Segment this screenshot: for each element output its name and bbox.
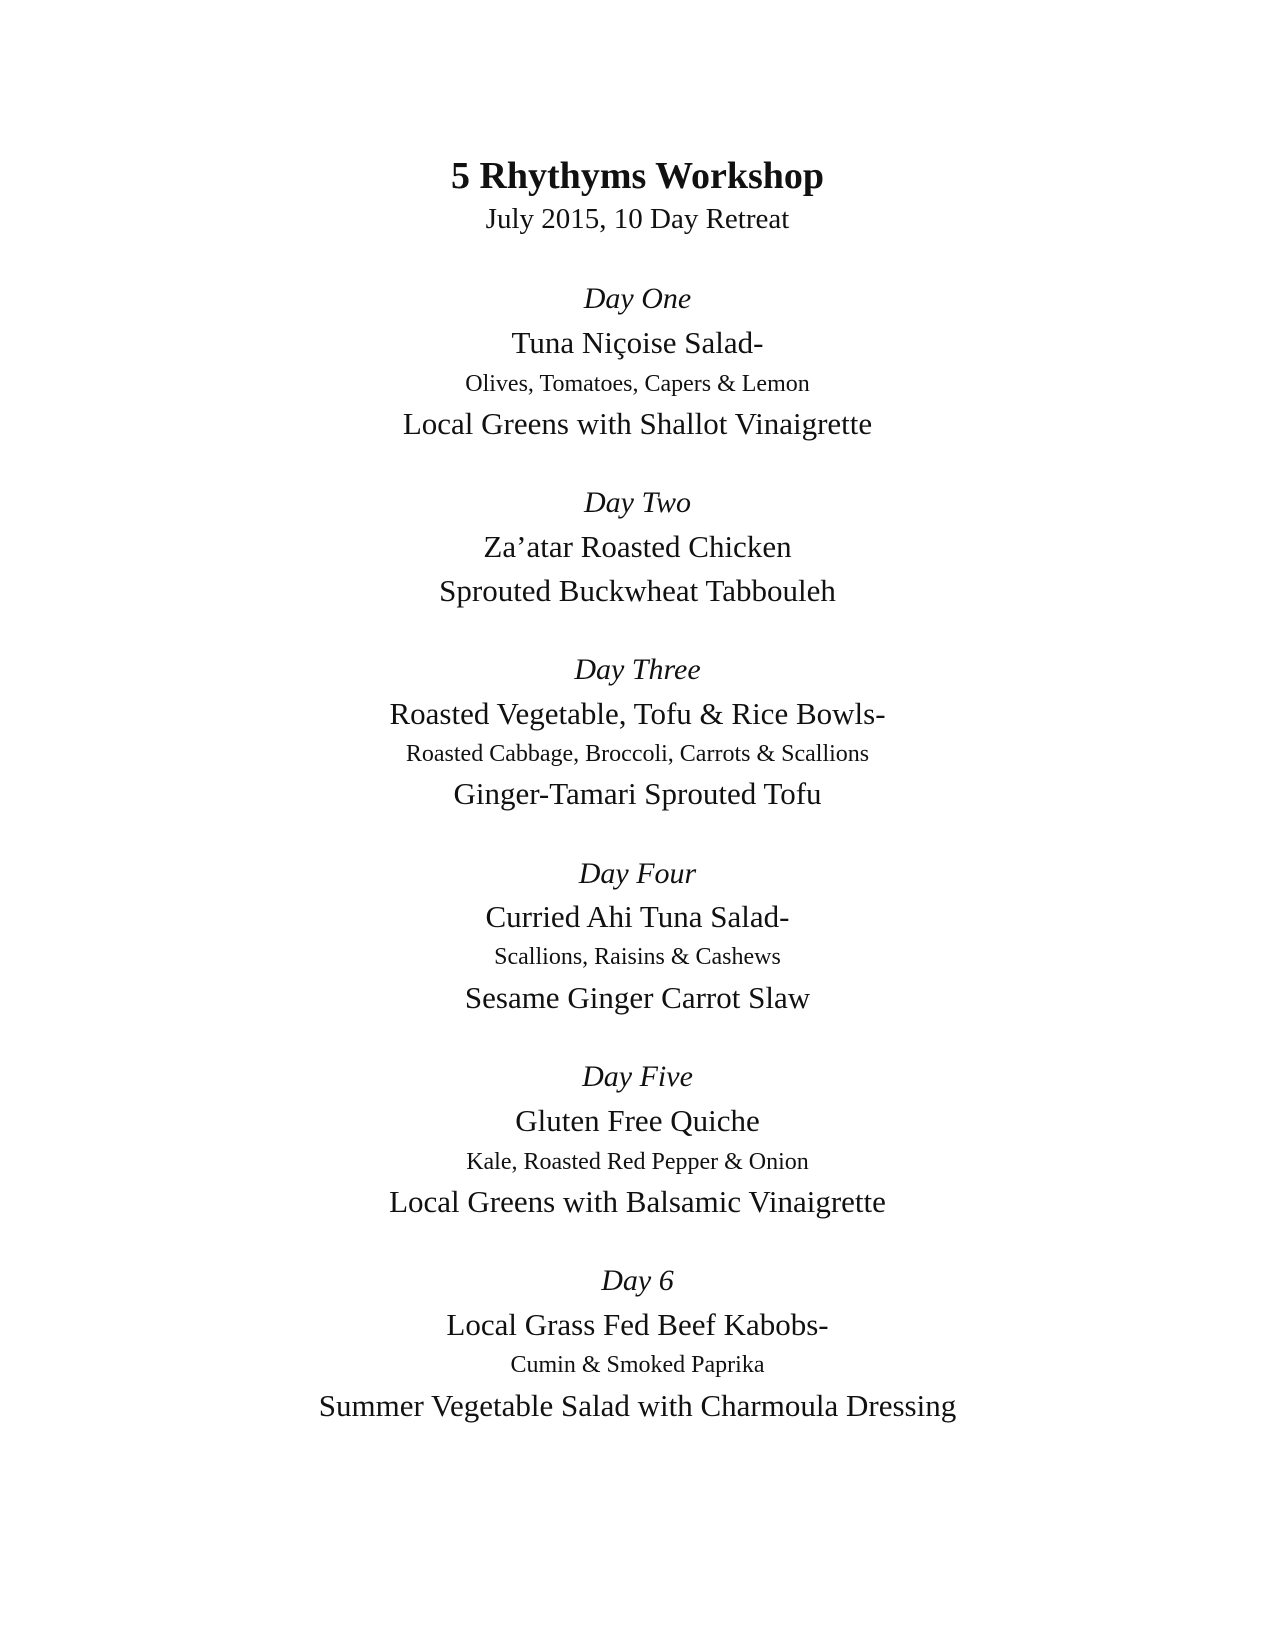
day-three-dish-detail: Roasted Cabbage, Broccoli, Carrots & Scallions (405, 741, 870, 767)
page-subtitle: July 2015, 10 Day Retreat (485, 203, 790, 235)
day-five-side-dish: Local Greens with Balsamic Vinaigrette (389, 1184, 886, 1219)
day-four-main-dish: Curried Ahi Tuna Salad- (485, 899, 790, 934)
day-four-dish-detail: Scallions, Raisins & Cashews (494, 944, 781, 970)
day-three-heading: Day Three (574, 653, 701, 686)
day-five-dish-detail: Kale, Roasted Red Pepper & Onion (466, 1149, 809, 1175)
page-title: 5 Rhythyms Workshop (450, 155, 825, 197)
day-five-main-dish: Gluten Free Quiche (515, 1103, 760, 1138)
day-six-side-dish: Summer Vegetable Salad with Charmoula Dressing (318, 1388, 957, 1423)
day-one-side-dish: Local Greens with Shallot Vinaigrette (402, 406, 873, 441)
day-two-main-dish: Za’atar Roasted Chicken (483, 529, 792, 564)
day-one-main-dish: Tuna Niçoise Salad- (511, 325, 764, 360)
day-six-dish-detail: Cumin & Smoked Paprika (510, 1352, 765, 1378)
day-five-heading: Day Five (582, 1060, 693, 1093)
day-six-main-dish: Local Grass Fed Beef Kabobs- (446, 1307, 829, 1342)
day-two-heading: Day Two (584, 486, 691, 519)
day-three-side-dish: Ginger-Tamari Sprouted Tofu (453, 776, 822, 811)
day-two-side-dish: Sprouted Buckwheat Tabbouleh (439, 573, 836, 608)
day-one-dish-detail: Olives, Tomatoes, Capers & Lemon (465, 371, 810, 397)
day-four-side-dish: Sesame Ginger Carrot Slaw (464, 980, 811, 1015)
day-six-heading: Day 6 (601, 1264, 674, 1297)
day-three-main-dish: Roasted Vegetable, Tofu & Rice Bowls- (389, 696, 886, 731)
day-four-heading: Day Four (578, 857, 697, 890)
day-one-heading: Day One (583, 282, 692, 315)
